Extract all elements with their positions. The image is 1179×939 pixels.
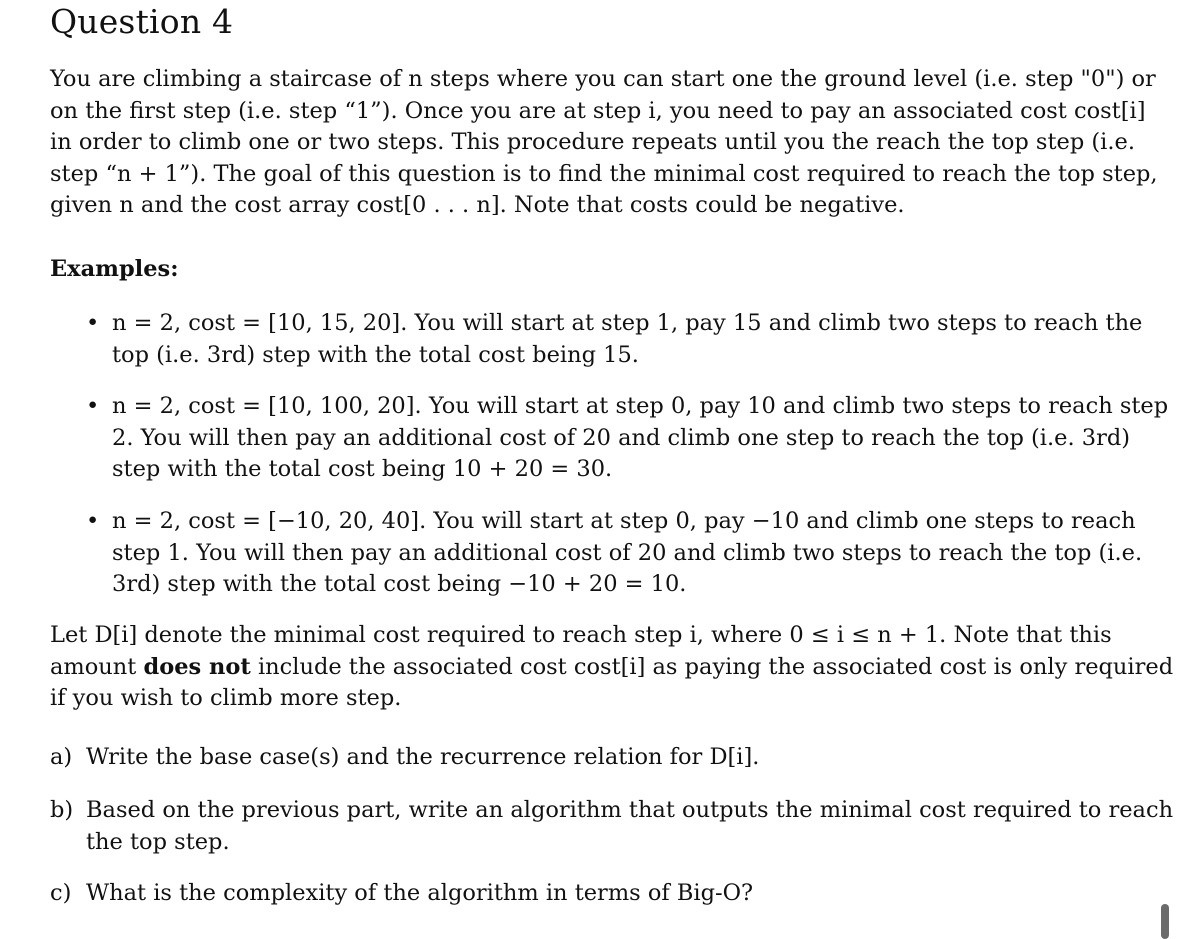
part-label: a) [50,744,73,770]
bullet-icon: • [86,508,100,534]
intro-line: You are climbing a staircase of n steps where you can start one the ground level (i.e. step "0") or [50,66,1156,92]
part-text: the top step. [86,828,230,855]
part-label: c) [50,880,72,906]
bullet-icon: • [86,310,100,336]
definition-text: include the associated cost cost[i] as paying the associated cost is only required [250,653,1174,680]
part-text: What is the complexity of the algorithm in terms of Big-O? [86,880,754,906]
intro-paragraph [50,64,1158,222]
example-line: n = 2, cost = [10, 100, 20]. You will start at step 0, pay 10 and climb two steps to reach step [112,393,1169,419]
example-item [86,506,1143,601]
scrollbar-thumb[interactable] [1161,904,1169,939]
definition-line: if you wish to climb more step. [50,685,402,711]
definition-paragraph [50,620,1174,715]
intro-line: on the first step (i.e. step “1”). Once you are at step i, you need to pay an associated cost cost[i] [50,97,1146,124]
intro-line: step “n + 1”). The goal of this question is to find the minimal cost required to reach the top step, [50,160,1158,187]
example-item [86,308,1143,371]
examples-heading: Examples: [50,256,179,282]
example-line: n = 2, cost = [10, 15, 20]. You will start at step 1, pay 15 and climb two steps to reach the [112,310,1143,336]
example-line: 2. You will then pay an additional cost of 20 and climb one step to reach the top (i.e. 3rd) [112,424,1131,451]
example-line: 3rd) step with the total cost being −10 + 20 = 10. [112,571,687,597]
example-line: step with the total cost being 10 + 20 = 30. [112,456,613,482]
bold-emphasis: does not [143,653,251,680]
definition-text: amount [50,653,144,680]
example-item [86,391,1169,486]
part-text: Based on the previous part, write an algorithm that outputs the minimal cost required to reach [86,797,1174,823]
example-line: top (i.e. 3rd) step with the total cost being 15. [112,341,639,368]
bullet-icon: • [86,393,100,419]
intro-line: in order to climb one or two steps. This procedure repeats until you the reach the top step (i.e. [50,129,1135,155]
intro-line: given n and the cost array cost[0 . . . n]. Note that costs could be negative. [50,192,905,218]
definition-line: Let D[i] denote the minimal cost required to reach step i, where 0 ≤ i ≤ n + 1. Note that this [50,622,1112,648]
definition-line [50,652,1174,684]
example-line: step 1. You will then pay an additional cost of 20 and climb two steps to reach the top (i.e. [112,539,1143,566]
part-label: b) [50,797,74,823]
question-title: Question 4 [50,2,234,41]
part-text: Write the base case(s) and the recurrence relation for D[i]. [86,744,760,770]
example-line: n = 2, cost = [−10, 20, 40]. You will start at step 0, pay −10 and climb one steps to reach [112,508,1136,534]
